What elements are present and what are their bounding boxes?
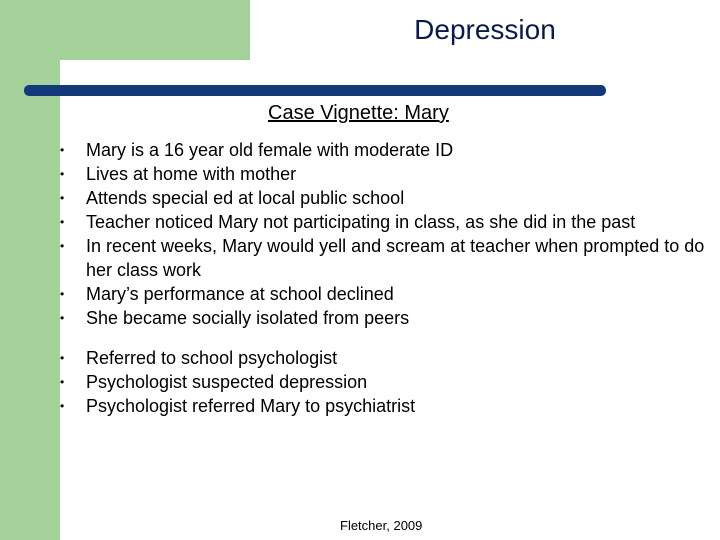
bullet-text: Mary’s performance at school declined: [86, 284, 394, 304]
bullet-dot-icon: •: [60, 239, 65, 253]
slide-subtitle: Case Vignette: Mary: [268, 102, 449, 124]
decorative-green-band-top: [0, 0, 250, 60]
bullet-dot-icon: •: [60, 143, 65, 157]
bullet-dot-icon: •: [60, 399, 65, 413]
bullet-text: Referred to school psychologist: [86, 348, 338, 368]
bullet-dot-icon: •: [60, 191, 65, 205]
bullet-text: Psychologist suspected depression: [86, 372, 368, 392]
bullet-item: [60, 370, 712, 394]
bullet-item: [60, 282, 712, 306]
bullet-dot-icon: •: [60, 351, 65, 365]
bullet-item: [60, 138, 712, 162]
bullet-text: She became socially isolated from peers: [86, 308, 410, 328]
slide-title: Depression: [414, 14, 556, 45]
bullet-item: [60, 162, 712, 186]
bullet-text: Lives at home with mother: [86, 164, 297, 184]
bullet-text: Psychologist referred Mary to psychiatrist: [86, 396, 416, 416]
bullet-text: Attends special ed at local public school: [86, 188, 405, 208]
bullet-item: [60, 306, 712, 330]
bullet-item: [60, 234, 712, 282]
bullet-item: [60, 394, 712, 418]
bullet-dot-icon: •: [60, 375, 65, 389]
bullet-text: Teacher noticed Mary not participating in class, as she did in the past: [86, 212, 636, 232]
bullet-list: [60, 138, 712, 418]
title-divider: [24, 85, 606, 96]
decorative-green-band-side: [0, 60, 60, 540]
bullet-dot-icon: •: [60, 287, 65, 301]
bullet-dot-icon: •: [60, 167, 65, 181]
bullet-text: Mary is a 16 year old female with moderate ID: [86, 140, 454, 160]
bullet-dot-icon: •: [60, 311, 65, 325]
bullet-dot-icon: •: [60, 215, 65, 229]
bullet-item: [60, 346, 712, 370]
citation-footer: Fletcher, 2009: [340, 518, 423, 533]
bullet-item: [60, 186, 712, 210]
bullet-text: In recent weeks, Mary would yell and scream at teacher when prompted to do her class work: [86, 236, 705, 280]
bullet-item: [60, 210, 712, 234]
